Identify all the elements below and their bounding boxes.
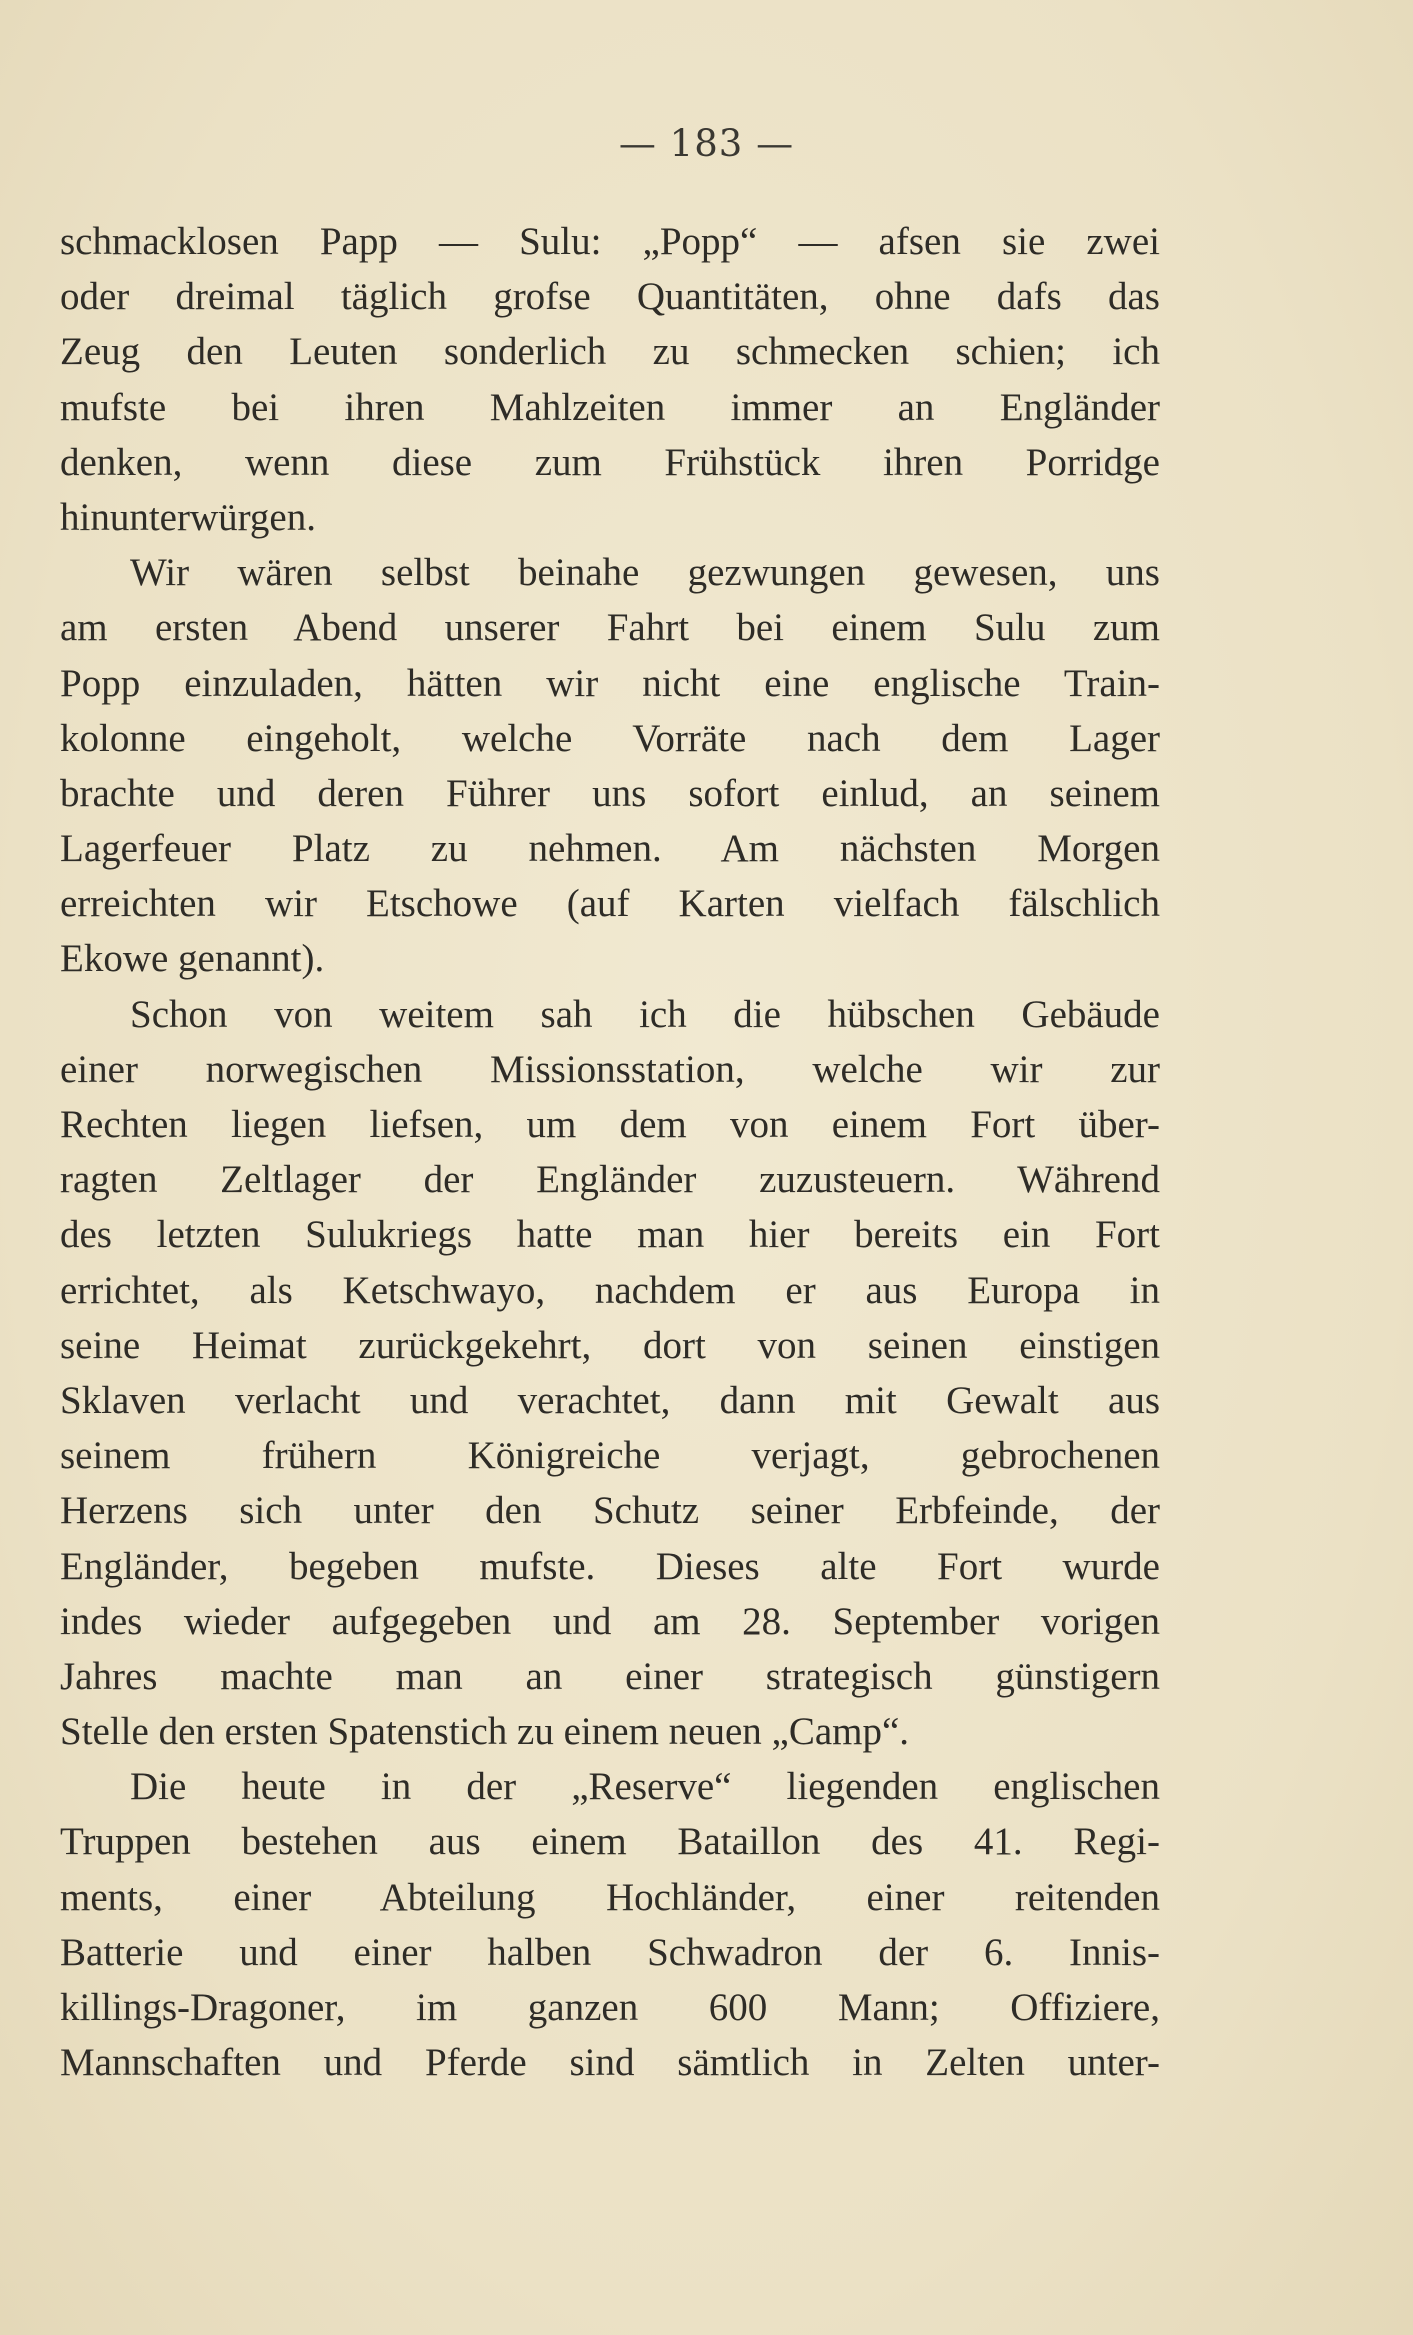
text-line: Stelle den ersten Spatenstich zu einem neuen „Camp“. <box>60 1710 910 1754</box>
text-line: Jahres machte man an einer strategisch günstigern <box>60 1654 1160 1698</box>
text-line: Wir wären selbst beinahe gezwungen gewesen, uns <box>130 551 1160 595</box>
text-line: Mannschaften und Pferde sind sämtlich in Zelten unter- <box>60 2041 1160 2085</box>
text-line: ragten Zeltlager der Engländer zuzusteuern. Während <box>60 1158 1160 1202</box>
text-line: ments, einer Abteilung Hochländer, einer reitenden <box>60 1875 1160 1919</box>
text-line: erreichten wir Etschowe (auf Karten vielfach fälschlich <box>60 882 1160 926</box>
text-line: errichtet, als Ketschwayo, nachdem er aus Europa in <box>60 1268 1160 1312</box>
text-line: kolonne eingeholt, welche Vorräte nach dem Lager <box>60 716 1160 760</box>
text-line: mufste bei ihren Mahlzeiten immer an Engländer <box>60 385 1160 429</box>
page-number: — 183 — <box>618 122 795 165</box>
text-line: Herzens sich unter den Schutz seiner Erbfeinde, der <box>60 1489 1160 1533</box>
text-line: Popp einzuladen, hätten wir nicht eine englische Train- <box>60 661 1160 705</box>
text-line: Rechten liegen liefsen, um dem von einem Fort über- <box>60 1103 1160 1146</box>
text-line: Ekowe genannt). <box>60 937 325 981</box>
text-line: denken, wenn diese zum Frühstück ihren Porridge <box>60 440 1160 484</box>
text-line: des letzten Sulukriegs hatte man hier bereits ein Fort <box>60 1213 1160 1257</box>
text-line: hinunterwürgen. <box>60 495 316 539</box>
text-line: einer norwegischen Missionsstation, welche wir zur <box>60 1047 1160 1091</box>
text-line: brachte und deren Führer uns sofort einlud, an seinem <box>60 771 1160 815</box>
text-line: seine Heimat zurückgekehrt, dort von seinen einstigen <box>60 1323 1160 1367</box>
text-line: oder dreimal täglich grofse Quantitäten, ohne dafs das <box>60 275 1160 319</box>
text-line: Lagerfeuer Platz zu nehmen. Am nächsten Morgen <box>60 827 1160 871</box>
text-line: Batterie und einer halben Schwadron der 6. Innis- <box>60 1930 1160 1974</box>
text-line: Sklaven verlacht und verachtet, dann mit Gewalt aus <box>60 1378 1160 1422</box>
text-line: seinem frühern Königreiche verjagt, gebrochenen <box>60 1434 1160 1478</box>
text-line: Schon von weitem sah ich die hübschen Gebäude <box>130 992 1160 1036</box>
text-line: schmacklosen Papp — Sulu: „Popp“ — afsen sie zwei <box>60 220 1160 263</box>
text-line: Engländer, begeben mufste. Dieses alte Fort wurde <box>60 1544 1160 1588</box>
text-line: am ersten Abend unserer Fahrt bei einem Sulu zum <box>60 606 1160 650</box>
body-text <box>60 214 1160 2090</box>
text-line: killings-Dragoner, im ganzen 600 Mann; Offiziere, <box>60 1986 1160 2029</box>
text-line: Truppen bestehen aus einem Bataillon des 41. Regi- <box>60 1820 1160 1864</box>
text-line: indes wieder aufgegeben und am 28. September vorigen <box>60 1599 1160 1643</box>
text-line: Zeug den Leuten sonderlich zu schmecken schien; ich <box>60 330 1160 374</box>
text-line: Die heute in der „Reserve“ liegenden englischen <box>130 1765 1160 1809</box>
